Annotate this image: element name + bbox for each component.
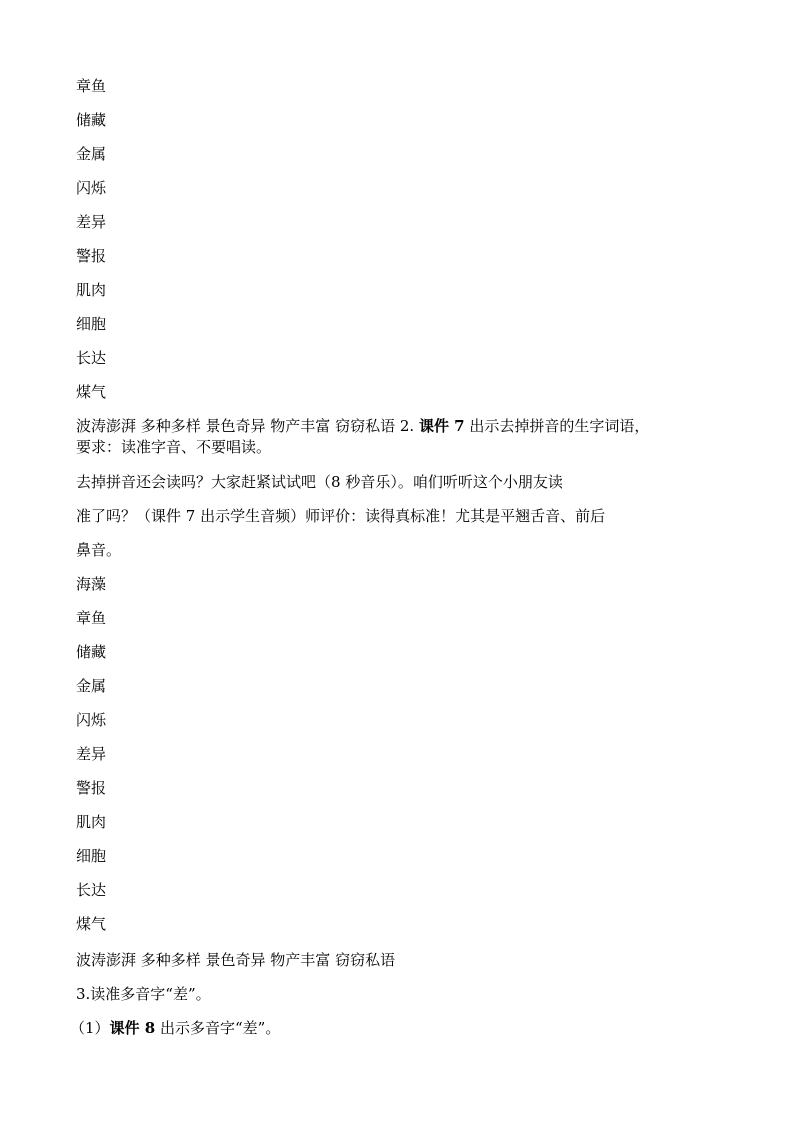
vocab-word: 肌肉 bbox=[76, 813, 107, 831]
vocab-word: 金属 bbox=[76, 677, 107, 695]
vocab-word: 肌肉 bbox=[76, 281, 107, 299]
paragraph-line: 去掉拼音还会读吗？大家赶紧试试吧（8 秒音乐）。咱们听听这个小朋友读 bbox=[76, 473, 563, 491]
sub-item-text: 出示多音字“差”。 bbox=[155, 1019, 281, 1037]
sub-item-prefix: （1） bbox=[70, 1019, 110, 1037]
idioms-text: 波涛澎湃 多种多样 景色奇异 物产丰富 窃窃私语 bbox=[76, 951, 396, 969]
vocab-word: 差异 bbox=[76, 745, 107, 763]
vocab-word: 闪烁 bbox=[76, 711, 107, 729]
vocab-word: 警报 bbox=[76, 779, 107, 797]
paragraph-line: 准了吗？（课件 7 出示学生音频）师评价：读得真标准！尤其是平翘舌音、前后 bbox=[76, 507, 606, 525]
idioms-and-step2 bbox=[76, 416, 716, 436]
kejian-label: 课件 8 bbox=[109, 1019, 156, 1037]
sub-item bbox=[70, 1018, 710, 1038]
vocab-word: 海藻 bbox=[76, 575, 107, 593]
vocab-word: 长达 bbox=[76, 349, 107, 367]
kejian-label: 课件 7 bbox=[418, 417, 465, 435]
vocab-word: 储藏 bbox=[76, 111, 107, 129]
step2-instruction: 出示去掉拼音的生字词语， bbox=[464, 417, 650, 435]
vocab-word: 储藏 bbox=[76, 643, 107, 661]
vocab-word: 细胞 bbox=[76, 315, 107, 333]
vocab-word: 差异 bbox=[76, 213, 107, 231]
vocab-word: 细胞 bbox=[76, 847, 107, 865]
vocab-word: 闪烁 bbox=[76, 179, 107, 197]
vocab-word: 警报 bbox=[76, 247, 107, 265]
step2-requirement: 要求：读准字音、不要唱读。 bbox=[76, 438, 272, 456]
idioms-text: 波涛澎湃 多种多样 景色奇异 物产丰富 窃窃私语 2. bbox=[76, 417, 419, 435]
vocab-word: 金属 bbox=[76, 145, 107, 163]
vocab-word: 章鱼 bbox=[76, 609, 107, 627]
paragraph-line: 鼻音。 bbox=[76, 541, 122, 559]
section-title: 3.读准多音字“差”。 bbox=[76, 985, 211, 1003]
vocab-word: 长达 bbox=[76, 881, 107, 899]
vocab-word: 煤气 bbox=[76, 383, 107, 401]
vocab-word: 章鱼 bbox=[76, 77, 107, 95]
vocab-word: 煤气 bbox=[76, 915, 107, 933]
